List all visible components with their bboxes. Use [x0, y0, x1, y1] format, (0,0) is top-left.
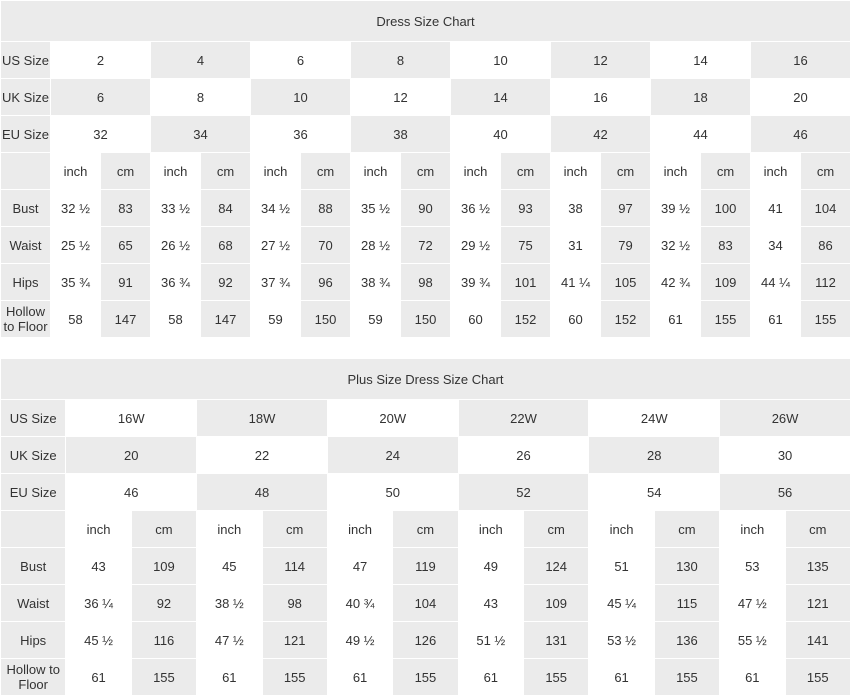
row-label: Hips: [1, 622, 66, 659]
row-label: Waist: [1, 585, 66, 622]
table-cell: 68: [201, 227, 251, 264]
unit-cell: inch: [651, 153, 701, 190]
table-cell: 83: [701, 227, 751, 264]
table-cell: 50: [327, 474, 458, 511]
unit-row: [1, 511, 851, 548]
table-cell: 58: [51, 301, 101, 338]
table-cell: 42: [551, 116, 651, 153]
table-cell: 6: [251, 42, 351, 79]
unit-cell: inch: [351, 153, 401, 190]
table-cell: 22W: [458, 400, 589, 437]
unit-cell: cm: [101, 153, 151, 190]
table-cell: 31: [551, 227, 601, 264]
table-cell: 155: [785, 659, 851, 696]
table-cell: 61: [197, 659, 262, 696]
table-row: [1, 42, 851, 79]
table-cell: 79: [601, 227, 651, 264]
table-cell: 60: [451, 301, 501, 338]
unit-cell: inch: [51, 153, 101, 190]
unit-cell: cm: [501, 153, 551, 190]
table-row: [1, 622, 851, 659]
table-cell: 35 ½: [351, 190, 401, 227]
table-cell: 91: [101, 264, 151, 301]
table-cell: 104: [393, 585, 458, 622]
table-cell: 109: [701, 264, 751, 301]
table-cell: 155: [701, 301, 751, 338]
table-cell: 45: [197, 548, 262, 585]
unit-cell: cm: [801, 153, 851, 190]
table-cell: 150: [301, 301, 351, 338]
table-cell: 104: [801, 190, 851, 227]
plus-size-dress-size-chart: [0, 358, 851, 696]
table-cell: 84: [201, 190, 251, 227]
table-cell: 34: [751, 227, 801, 264]
table-cell: 34 ½: [251, 190, 301, 227]
row-label: EU Size: [1, 474, 66, 511]
table-cell: 16W: [66, 400, 197, 437]
table-cell: 24W: [589, 400, 720, 437]
table-cell: 96: [301, 264, 351, 301]
table-cell: 28 ½: [351, 227, 401, 264]
table-cell: 58: [151, 301, 201, 338]
unit-cell: cm: [201, 153, 251, 190]
table-cell: 92: [131, 585, 196, 622]
table-cell: 115: [654, 585, 719, 622]
table-cell: 116: [131, 622, 196, 659]
table-cell: 38 ½: [197, 585, 262, 622]
unit-cell: cm: [524, 511, 589, 548]
unit-row: [1, 153, 851, 190]
row-label: Bust: [1, 190, 51, 227]
table-cell: 36 ¼: [66, 585, 131, 622]
table-cell: 33 ½: [151, 190, 201, 227]
table-cell: 18W: [197, 400, 328, 437]
unit-cell: inch: [589, 511, 654, 548]
table-row: [1, 227, 851, 264]
table-cell: 46: [751, 116, 851, 153]
unit-cell: cm: [401, 153, 451, 190]
table-cell: 54: [589, 474, 720, 511]
unit-cell: cm: [393, 511, 458, 548]
table-cell: 10: [451, 42, 551, 79]
unit-cell: cm: [301, 153, 351, 190]
unit-cell: inch: [751, 153, 801, 190]
table-cell: 109: [131, 548, 196, 585]
table-cell: 4: [151, 42, 251, 79]
table-cell: 150: [401, 301, 451, 338]
table-cell: 72: [401, 227, 451, 264]
table-cell: 90: [401, 190, 451, 227]
table-cell: 18: [651, 79, 751, 116]
table-cell: 39 ½: [651, 190, 701, 227]
table-row: [1, 659, 851, 696]
table-cell: 36: [251, 116, 351, 153]
table-cell: 32: [51, 116, 151, 153]
row-label: Hips: [1, 264, 51, 301]
table-cell: 30: [720, 437, 851, 474]
table-row: [1, 79, 851, 116]
table-cell: 131: [524, 622, 589, 659]
table-cell: 16: [551, 79, 651, 116]
table-cell: 124: [524, 548, 589, 585]
table-cell: 6: [51, 79, 151, 116]
row-label: Bust: [1, 548, 66, 585]
table-row: [1, 585, 851, 622]
table-cell: 14: [651, 42, 751, 79]
table-cell: 114: [262, 548, 327, 585]
table-cell: 16: [751, 42, 851, 79]
table-cell: 61: [720, 659, 785, 696]
table-cell: 147: [201, 301, 251, 338]
unit-cell: cm: [785, 511, 851, 548]
table-cell: 59: [251, 301, 301, 338]
table-cell: 8: [351, 42, 451, 79]
table-cell: 32 ½: [651, 227, 701, 264]
table-cell: 98: [262, 585, 327, 622]
table-cell: 40 ¾: [327, 585, 392, 622]
row-label: Hollow to Floor: [1, 659, 66, 696]
unit-cell: inch: [451, 153, 501, 190]
table-cell: 98: [401, 264, 451, 301]
table-row: [1, 190, 851, 227]
chart-title-row: [1, 359, 851, 400]
table-row: [1, 437, 851, 474]
table-cell: 25 ½: [51, 227, 101, 264]
table-cell: 93: [501, 190, 551, 227]
row-label: US Size: [1, 42, 51, 79]
table-cell: 10: [251, 79, 351, 116]
table-cell: 152: [501, 301, 551, 338]
table-cell: 2: [51, 42, 151, 79]
table-cell: 60: [551, 301, 601, 338]
table-cell: 44: [651, 116, 751, 153]
table-cell: 46: [66, 474, 197, 511]
table-cell: 26: [458, 437, 589, 474]
table-cell: 36 ½: [451, 190, 501, 227]
row-label: US Size: [1, 400, 66, 437]
table-cell: 101: [501, 264, 551, 301]
table-cell: 155: [524, 659, 589, 696]
table-cell: 61: [751, 301, 801, 338]
unit-cell: inch: [151, 153, 201, 190]
table-cell: 12: [351, 79, 451, 116]
table-cell: 53 ½: [589, 622, 654, 659]
table-cell: 41 ¼: [551, 264, 601, 301]
unit-cell: cm: [601, 153, 651, 190]
table-cell: 20: [66, 437, 197, 474]
page-title: Dress Size Chart: [1, 1, 851, 42]
table-cell: 53: [720, 548, 785, 585]
table-cell: 51 ½: [458, 622, 523, 659]
table-cell: 135: [785, 548, 851, 585]
table-cell: 52: [458, 474, 589, 511]
unit-cell: inch: [458, 511, 523, 548]
unit-cell: inch: [720, 511, 785, 548]
table-row: [1, 264, 851, 301]
table-cell: 56: [720, 474, 851, 511]
table-cell: 37 ¾: [251, 264, 301, 301]
table-cell: 45 ¼: [589, 585, 654, 622]
table-cell: 29 ½: [451, 227, 501, 264]
table-cell: 22: [197, 437, 328, 474]
table-cell: 112: [801, 264, 851, 301]
table-cell: 34: [151, 116, 251, 153]
plus-size-dress-size-chart-table: [0, 358, 851, 696]
table-cell: 155: [262, 659, 327, 696]
table-cell: 24: [327, 437, 458, 474]
unit-cell: inch: [327, 511, 392, 548]
table-row: [1, 548, 851, 585]
table-cell: 40: [451, 116, 551, 153]
table-cell: 152: [601, 301, 651, 338]
row-label: EU Size: [1, 116, 51, 153]
table-cell: 61: [327, 659, 392, 696]
table-cell: 61: [651, 301, 701, 338]
row-label: UK Size: [1, 437, 66, 474]
table-cell: 38: [551, 190, 601, 227]
table-cell: 36 ¾: [151, 264, 201, 301]
table-cell: 59: [351, 301, 401, 338]
table-cell: 155: [131, 659, 196, 696]
table-cell: 20W: [327, 400, 458, 437]
table-cell: 147: [101, 301, 151, 338]
chart-divider: [0, 338, 851, 358]
table-cell: 61: [66, 659, 131, 696]
unit-cell: inch: [551, 153, 601, 190]
table-cell: 43: [66, 548, 131, 585]
row-label: Hollow to Floor: [1, 301, 51, 338]
chart-title-row: [1, 1, 851, 42]
table-cell: 141: [785, 622, 851, 659]
table-cell: 97: [601, 190, 651, 227]
table-row: [1, 301, 851, 338]
table-cell: 44 ¼: [751, 264, 801, 301]
unit-cell: inch: [251, 153, 301, 190]
table-cell: 155: [801, 301, 851, 338]
table-cell: 14: [451, 79, 551, 116]
unit-cell: cm: [131, 511, 196, 548]
table-row: [1, 116, 851, 153]
table-cell: 45 ½: [66, 622, 131, 659]
table-cell: 126: [393, 622, 458, 659]
table-cell: 136: [654, 622, 719, 659]
table-cell: 47 ½: [197, 622, 262, 659]
table-cell: 55 ½: [720, 622, 785, 659]
table-cell: 26 ½: [151, 227, 201, 264]
row-label: Waist: [1, 227, 51, 264]
table-cell: 12: [551, 42, 651, 79]
table-cell: 8: [151, 79, 251, 116]
row-label: [1, 153, 51, 190]
page-title: Plus Size Dress Size Chart: [1, 359, 851, 400]
table-cell: 109: [524, 585, 589, 622]
table-cell: 155: [654, 659, 719, 696]
table-cell: 121: [785, 585, 851, 622]
table-cell: 119: [393, 548, 458, 585]
table-cell: 48: [197, 474, 328, 511]
table-cell: 38 ¾: [351, 264, 401, 301]
table-cell: 49 ½: [327, 622, 392, 659]
table-cell: 75: [501, 227, 551, 264]
table-cell: 100: [701, 190, 751, 227]
table-cell: 61: [458, 659, 523, 696]
table-cell: 28: [589, 437, 720, 474]
table-cell: 26W: [720, 400, 851, 437]
table-cell: 47: [327, 548, 392, 585]
table-cell: 70: [301, 227, 351, 264]
unit-cell: inch: [66, 511, 131, 548]
table-cell: 41: [751, 190, 801, 227]
unit-cell: cm: [262, 511, 327, 548]
table-cell: 83: [101, 190, 151, 227]
table-cell: 86: [801, 227, 851, 264]
table-cell: 27 ½: [251, 227, 301, 264]
unit-cell: cm: [701, 153, 751, 190]
table-cell: 155: [393, 659, 458, 696]
table-cell: 49: [458, 548, 523, 585]
table-cell: 38: [351, 116, 451, 153]
row-label: [1, 511, 66, 548]
table-cell: 42 ¾: [651, 264, 701, 301]
table-cell: 121: [262, 622, 327, 659]
table-row: [1, 400, 851, 437]
table-cell: 39 ¾: [451, 264, 501, 301]
table-cell: 130: [654, 548, 719, 585]
table-row: [1, 474, 851, 511]
table-cell: 105: [601, 264, 651, 301]
row-label: UK Size: [1, 79, 51, 116]
table-cell: 32 ½: [51, 190, 101, 227]
table-cell: 43: [458, 585, 523, 622]
table-cell: 65: [101, 227, 151, 264]
table-cell: 88: [301, 190, 351, 227]
table-cell: 47 ½: [720, 585, 785, 622]
dress-size-chart-table: [0, 0, 851, 338]
table-cell: 61: [589, 659, 654, 696]
table-cell: 51: [589, 548, 654, 585]
table-cell: 92: [201, 264, 251, 301]
table-cell: 20: [751, 79, 851, 116]
unit-cell: inch: [197, 511, 262, 548]
table-cell: 35 ¾: [51, 264, 101, 301]
dress-size-chart: [0, 0, 851, 338]
unit-cell: cm: [654, 511, 719, 548]
